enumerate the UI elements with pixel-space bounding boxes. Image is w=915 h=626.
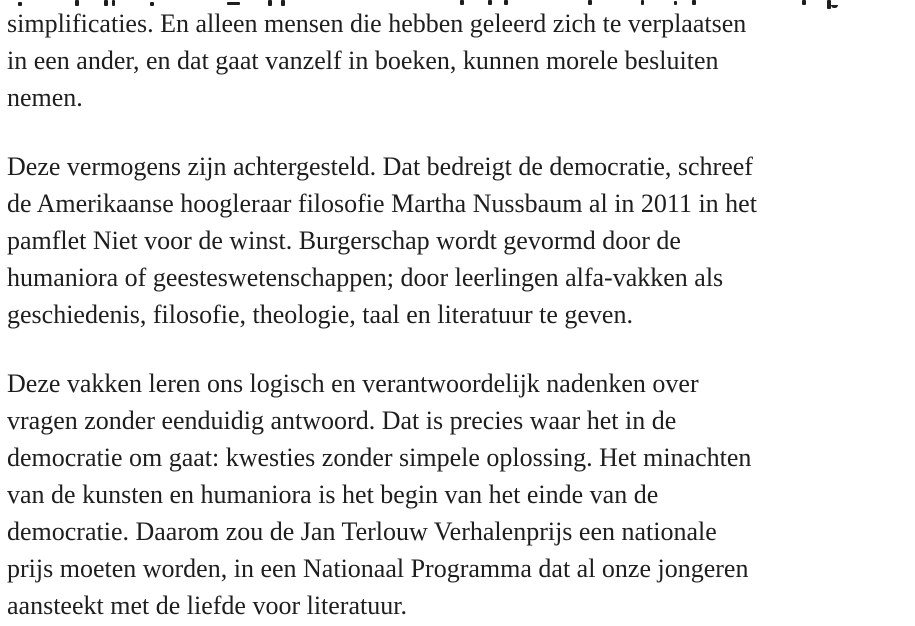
text-line: simplificaties. En alleen mensen die hebben geleerd zich te verplaatsen xyxy=(7,9,747,38)
text-line: Deze vakken leren ons logisch en verantwoordelijk nadenken over xyxy=(7,369,699,398)
paragraph xyxy=(7,148,907,333)
text-line: aansteekt met de liefde voor literatuur. xyxy=(7,591,407,620)
text-line: prijs moeten worden, in een Nationaal Programma dat al onze jongeren xyxy=(7,554,749,583)
paragraph xyxy=(7,5,907,116)
text-line: nemen. xyxy=(7,83,83,112)
text-line: de Amerikaanse hoogleraar filosofie Martha Nussbaum al in 2011 in het xyxy=(7,189,757,218)
text-line: in een ander, en dat gaat vanzelf in boeken, kunnen morele besluiten xyxy=(7,46,719,75)
text-line: geschiedenis, filosofie, theologie, taal en literatuur te geven. xyxy=(7,300,633,329)
text-line: vragen zonder eenduidig antwoord. Dat is precies waar het in de xyxy=(7,406,677,435)
text-line: humaniora of geesteswetenschappen; door leerlingen alfa-vakken als xyxy=(7,263,724,292)
paragraph xyxy=(7,365,907,624)
clipped-line-fragments xyxy=(0,0,915,10)
text-line: Deze vermogens zijn achtergesteld. Dat bedreigt de democratie, schreef xyxy=(7,152,753,181)
text-line: democratie. Daarom zou de Jan Terlouw Verhalenprijs een nationale xyxy=(7,517,717,546)
text-line: van de kunsten en humaniora is het begin van het einde van de xyxy=(7,480,659,509)
text-line: pamflet Niet voor de winst. Burgerschap wordt gevormd door de xyxy=(7,226,681,255)
text-line: democratie om gaat: kwesties zonder simpele oplossing. Het minachten xyxy=(7,443,752,472)
